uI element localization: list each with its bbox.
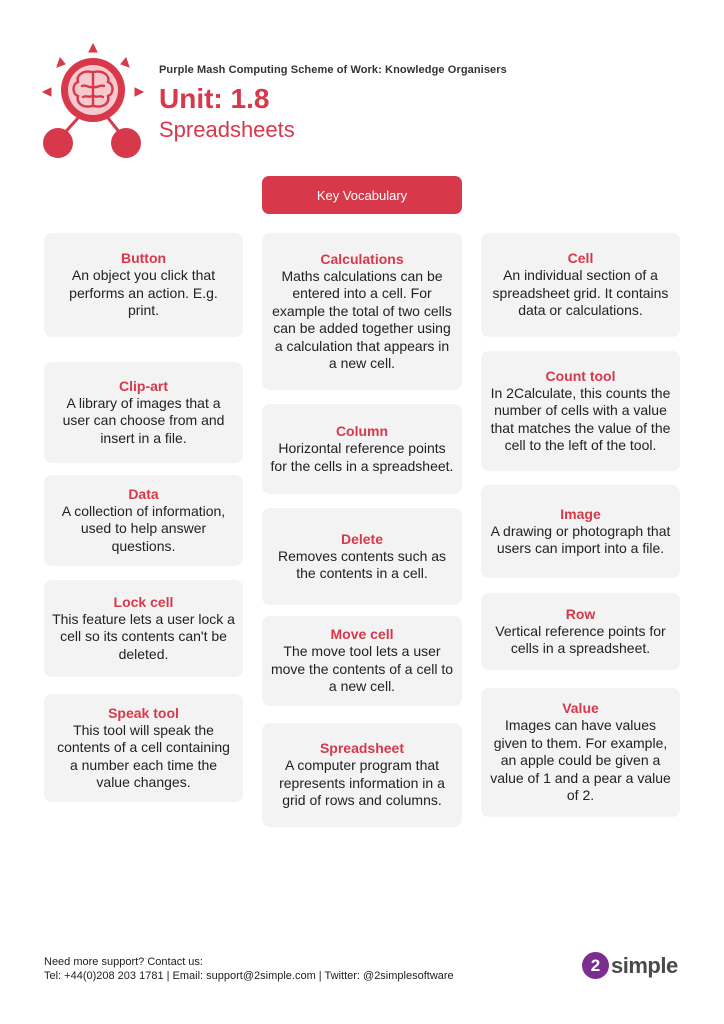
vocab-definition: An individual section of a spreadsheet grid. It contains data or calculations. (492, 267, 669, 319)
page-title: Spreadsheets (159, 117, 295, 142)
unit-number: Unit: 1.8 (159, 83, 270, 114)
vocab-card-speak-tool (44, 694, 243, 802)
vocab-definition: A collection of information, used to help answer questions. (61, 502, 226, 554)
brain-network-icon (38, 40, 148, 162)
vocab-term: Button (120, 250, 167, 267)
vocab-card-image (481, 485, 680, 578)
vocab-card-lock-cell (44, 580, 243, 677)
vocab-term: Lock cell (113, 593, 174, 610)
vocab-term: Column (335, 423, 389, 439)
vocab-definition: In 2Calculate, this counts the number of cells with a value that matches the value of the cell to the left of the tool. (490, 384, 671, 453)
vocab-card-move-cell (262, 616, 462, 706)
vocab-card-column (262, 404, 462, 494)
vocab-definition: This feature lets a user lock a cell so its contents can't be deleted. (52, 610, 235, 662)
vocab-definition: An object you click that performs an action. E.g. print. (69, 267, 218, 319)
vocab-term: Data (128, 485, 159, 502)
vocab-definition: A library of images that a user can choose from and insert in a file. (62, 394, 225, 446)
vocab-definition: Vertical reference points for cells in a spreadsheet. (495, 622, 666, 656)
brand-name: simple (611, 952, 678, 978)
vocab-card-cell (481, 233, 680, 337)
contact-details: Tel: +44(0)208 203 1781 | Email: support@2simple.com | Twitter: @2simplesoftware (44, 970, 454, 982)
vocab-card-row (481, 593, 680, 670)
vocab-term: Value (562, 700, 599, 717)
vocab-definition: Images can have values given to them. For example, an apple could be given a value of 1 and a pear a value of 2. (490, 717, 671, 804)
vocab-term: Speak tool (108, 704, 179, 721)
vocab-term: Image (560, 505, 601, 522)
vocab-card-delete (262, 508, 462, 605)
vocab-term: Spreadsheet (319, 740, 405, 757)
vocab-definition: Removes contents such as the contents in a cell. (277, 547, 447, 581)
vocab-term: Delete (340, 530, 384, 547)
vocab-card-calculations (262, 233, 462, 390)
brand-number: 2 (582, 952, 609, 979)
header-subtitle: Purple Mash Computing Scheme of Work: Knowledge Organisers (159, 64, 507, 76)
vocab-term: Row (565, 605, 596, 622)
vocab-card-data (44, 475, 243, 566)
vocab-card-value (481, 688, 680, 817)
key-vocabulary-banner: Key Vocabulary (262, 176, 462, 214)
vocab-card-button (44, 233, 243, 337)
vocab-term: Clip-art (119, 377, 168, 394)
vocab-term: Count tool (545, 367, 616, 384)
vocab-term: Move cell (330, 626, 394, 643)
2simple-logo (582, 952, 678, 979)
support-prompt: Need more support? Contact us: (44, 956, 203, 968)
vocab-term: Calculations (320, 250, 404, 267)
vocab-definition: A computer program that represents information in a grid of rows and columns. (279, 757, 445, 809)
vocab-definition: The move tool lets a user move the contents of a cell to a new cell. (270, 643, 454, 695)
vocab-definition: Maths calculations can be entered into a cell. For example the total of two cells can be added together using a calculation that appears in a new cell. (272, 267, 452, 371)
vocab-card-spreadsheet (262, 723, 462, 827)
vocab-definition: Horizontal reference points for the cells in a spreadsheet. (270, 440, 454, 474)
vocab-card-count-tool (481, 351, 680, 471)
vocab-card-clip-art (44, 362, 243, 463)
vocab-definition: A drawing or photograph that users can import into a file. (490, 522, 671, 556)
vocab-term: Cell (567, 250, 594, 267)
vocab-definition: This tool will speak the contents of a cell containing a number each time the value changes. (57, 721, 230, 790)
